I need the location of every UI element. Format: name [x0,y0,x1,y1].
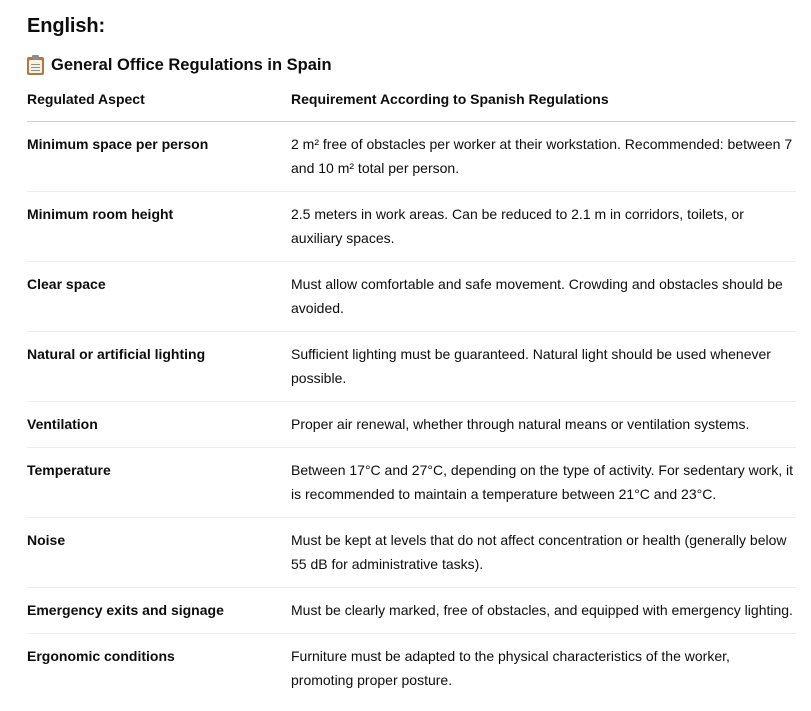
aspect-cell: Ergonomic conditions [27,648,175,664]
requirement-cell: 2 m² free of obstacles per worker at their workstation. Recommended: between 7 and 10 m² total per person. [291,122,796,192]
table-row [27,122,796,192]
requirement-cell: Sufficient lighting must be guaranteed. Natural light should be used whenever possible. [291,332,796,402]
section-heading [27,53,796,77]
language-heading: English: [27,15,106,37]
table-row [27,262,796,332]
requirement-cell: Must allow comfortable and safe movement. Crowding and obstacles should be avoided. [291,262,796,332]
regulations-table [27,86,796,703]
content [27,12,796,703]
aspect-cell: Ventilation [27,402,291,448]
requirement-cell: Must be kept at levels that do not affect concentration or health (generally below 55 dB for administrative tasks). [291,518,796,588]
requirement-cell: Furniture must be adapted to the physical characteristics of the worker, promoting proper posture. [291,648,730,688]
column-header-aspect: Regulated Aspect [27,86,291,122]
aspect-cell: Emergency exits and signage [27,588,291,634]
table-row [27,518,796,588]
table-row [27,402,796,448]
aspect-cell: Minimum room height [27,192,291,262]
aspect-cell: Minimum space per person [27,122,291,192]
table-row [27,588,796,634]
aspect-cell: Natural or artificial lighting [27,332,291,402]
aspect-cell: Temperature [27,448,291,518]
requirement-cell: Must be clearly marked, free of obstacles, and equipped with emergency lighting. [291,588,796,634]
table-header-row [27,86,796,122]
table-row [27,332,796,402]
requirement-cell: Proper air renewal, whether through natural means or ventilation systems. [291,402,796,448]
requirement-cell: Between 17°C and 27°C, depending on the type of activity. For sedentary work, it is recommended to maintain a temperature between 21°C and 23°C. [291,448,796,518]
clipboard-icon [27,55,44,75]
requirement-cell: 2.5 meters in work areas. Can be reduced to 2.1 m in corridors, toilets, or auxiliary spaces. [291,192,796,262]
aspect-cell: Noise [27,518,291,588]
table-row [27,192,796,262]
table-row [27,448,796,518]
column-header-requirement: Requirement According to Spanish Regulations [291,86,796,122]
section-title: General Office Regulations in Spain [51,55,332,74]
table-row [27,634,796,704]
aspect-cell: Clear space [27,262,291,332]
